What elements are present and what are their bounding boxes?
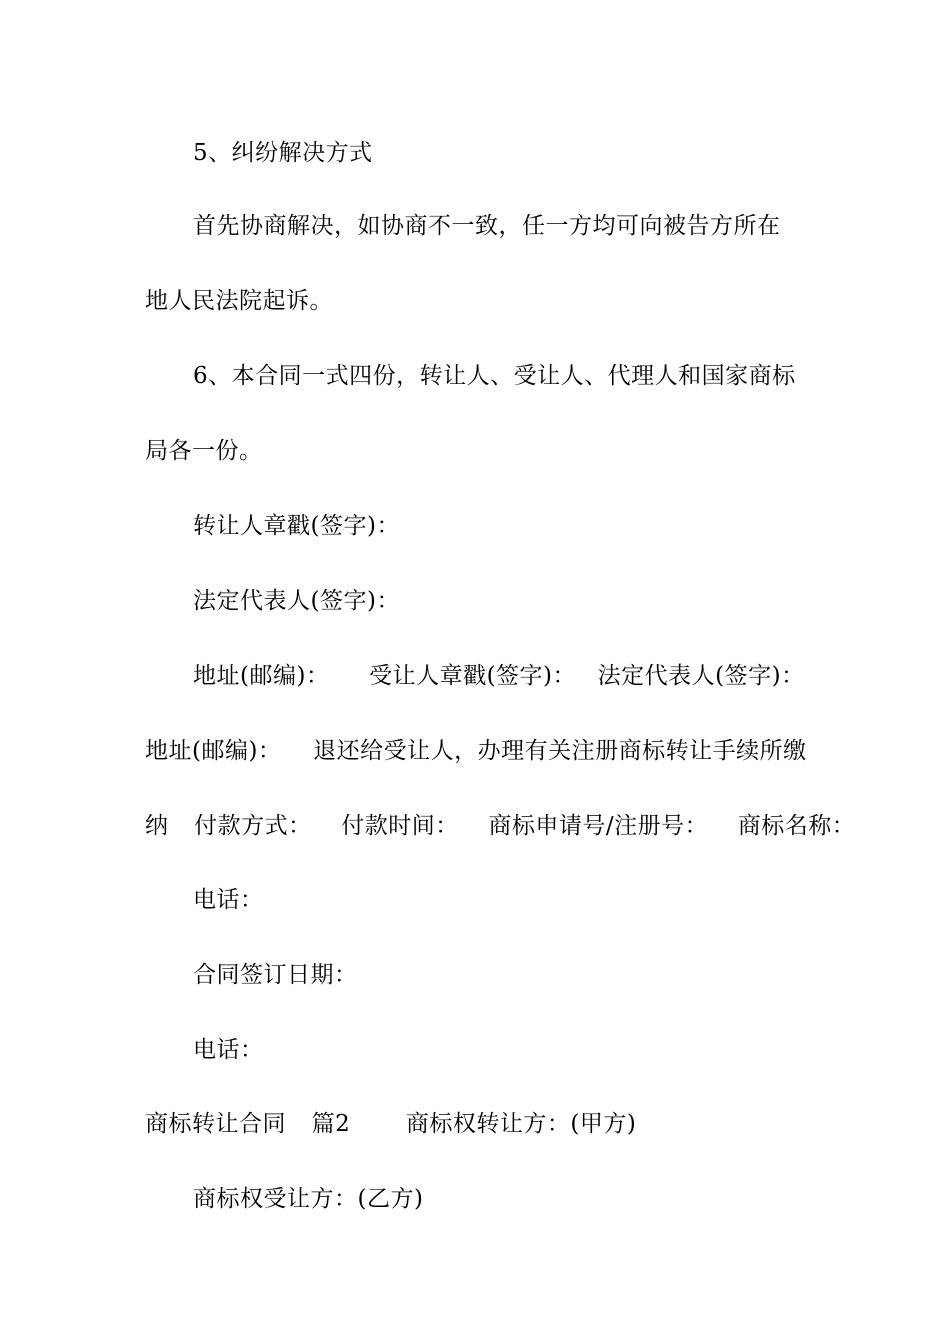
text-line: 商标权受让方：(乙方): [193, 1186, 424, 1212]
payment-fields-line: [145, 810, 856, 842]
signature-line-transferor-seal: [193, 510, 815, 542]
paragraph-line: [145, 735, 815, 767]
text-line: 5、纠纷解决方式: [193, 140, 373, 166]
phone-field: [193, 1034, 815, 1066]
text-line: 合同签订日期：: [193, 962, 358, 988]
text-line: 退还给受让人，办理有关注册商标转让手续所缴: [313, 738, 807, 764]
paragraph-line: [193, 210, 815, 242]
text-line: 商标权转让方：(甲方): [405, 1111, 637, 1137]
text-line: 地址(邮编)：: [145, 738, 282, 764]
text-line: 付款时间：: [341, 813, 459, 839]
text-line: 付款方式：: [194, 813, 312, 839]
text-line: 受让人章戳(签字)：: [369, 663, 577, 689]
paragraph-line: [145, 285, 815, 317]
text-line: 商标转让合同: [145, 1111, 286, 1137]
text-line: 电话：: [193, 887, 264, 913]
phone-field: [193, 884, 815, 916]
text-line: 首先协商解决，如协商不一致，任一方均可向被告方所在: [193, 213, 781, 239]
paragraph-line: [145, 435, 815, 467]
text-line: 电话：: [193, 1037, 264, 1063]
text-line: 地址(邮编)：: [193, 663, 330, 689]
section-heading-dispute: [193, 137, 815, 169]
text-line: 商标申请号/注册号：: [488, 813, 709, 839]
text-line: 篇2: [311, 1111, 351, 1137]
signature-line-address-transferee: [193, 660, 815, 692]
contract-date-field: [193, 959, 815, 991]
text-line: 地人民法院起诉。: [145, 288, 333, 314]
text-line: 商标名称：: [737, 813, 856, 839]
text-line: 法定代表人(签字)：: [597, 663, 805, 689]
text-line: 局各一份。: [145, 438, 263, 464]
contract-title-line: [145, 1108, 815, 1140]
party-b-line: [193, 1183, 815, 1215]
paragraph-line: [193, 360, 815, 392]
text-line: 法定代表人(签字)：: [193, 588, 400, 614]
text-line: 转让人章戳(签字)：: [193, 513, 400, 539]
text-line: 6、本合同一式四份，转让人、受让人、代理人和国家商标: [193, 363, 796, 389]
text-line: 纳: [145, 813, 169, 839]
signature-line-legal-rep: [193, 585, 815, 617]
